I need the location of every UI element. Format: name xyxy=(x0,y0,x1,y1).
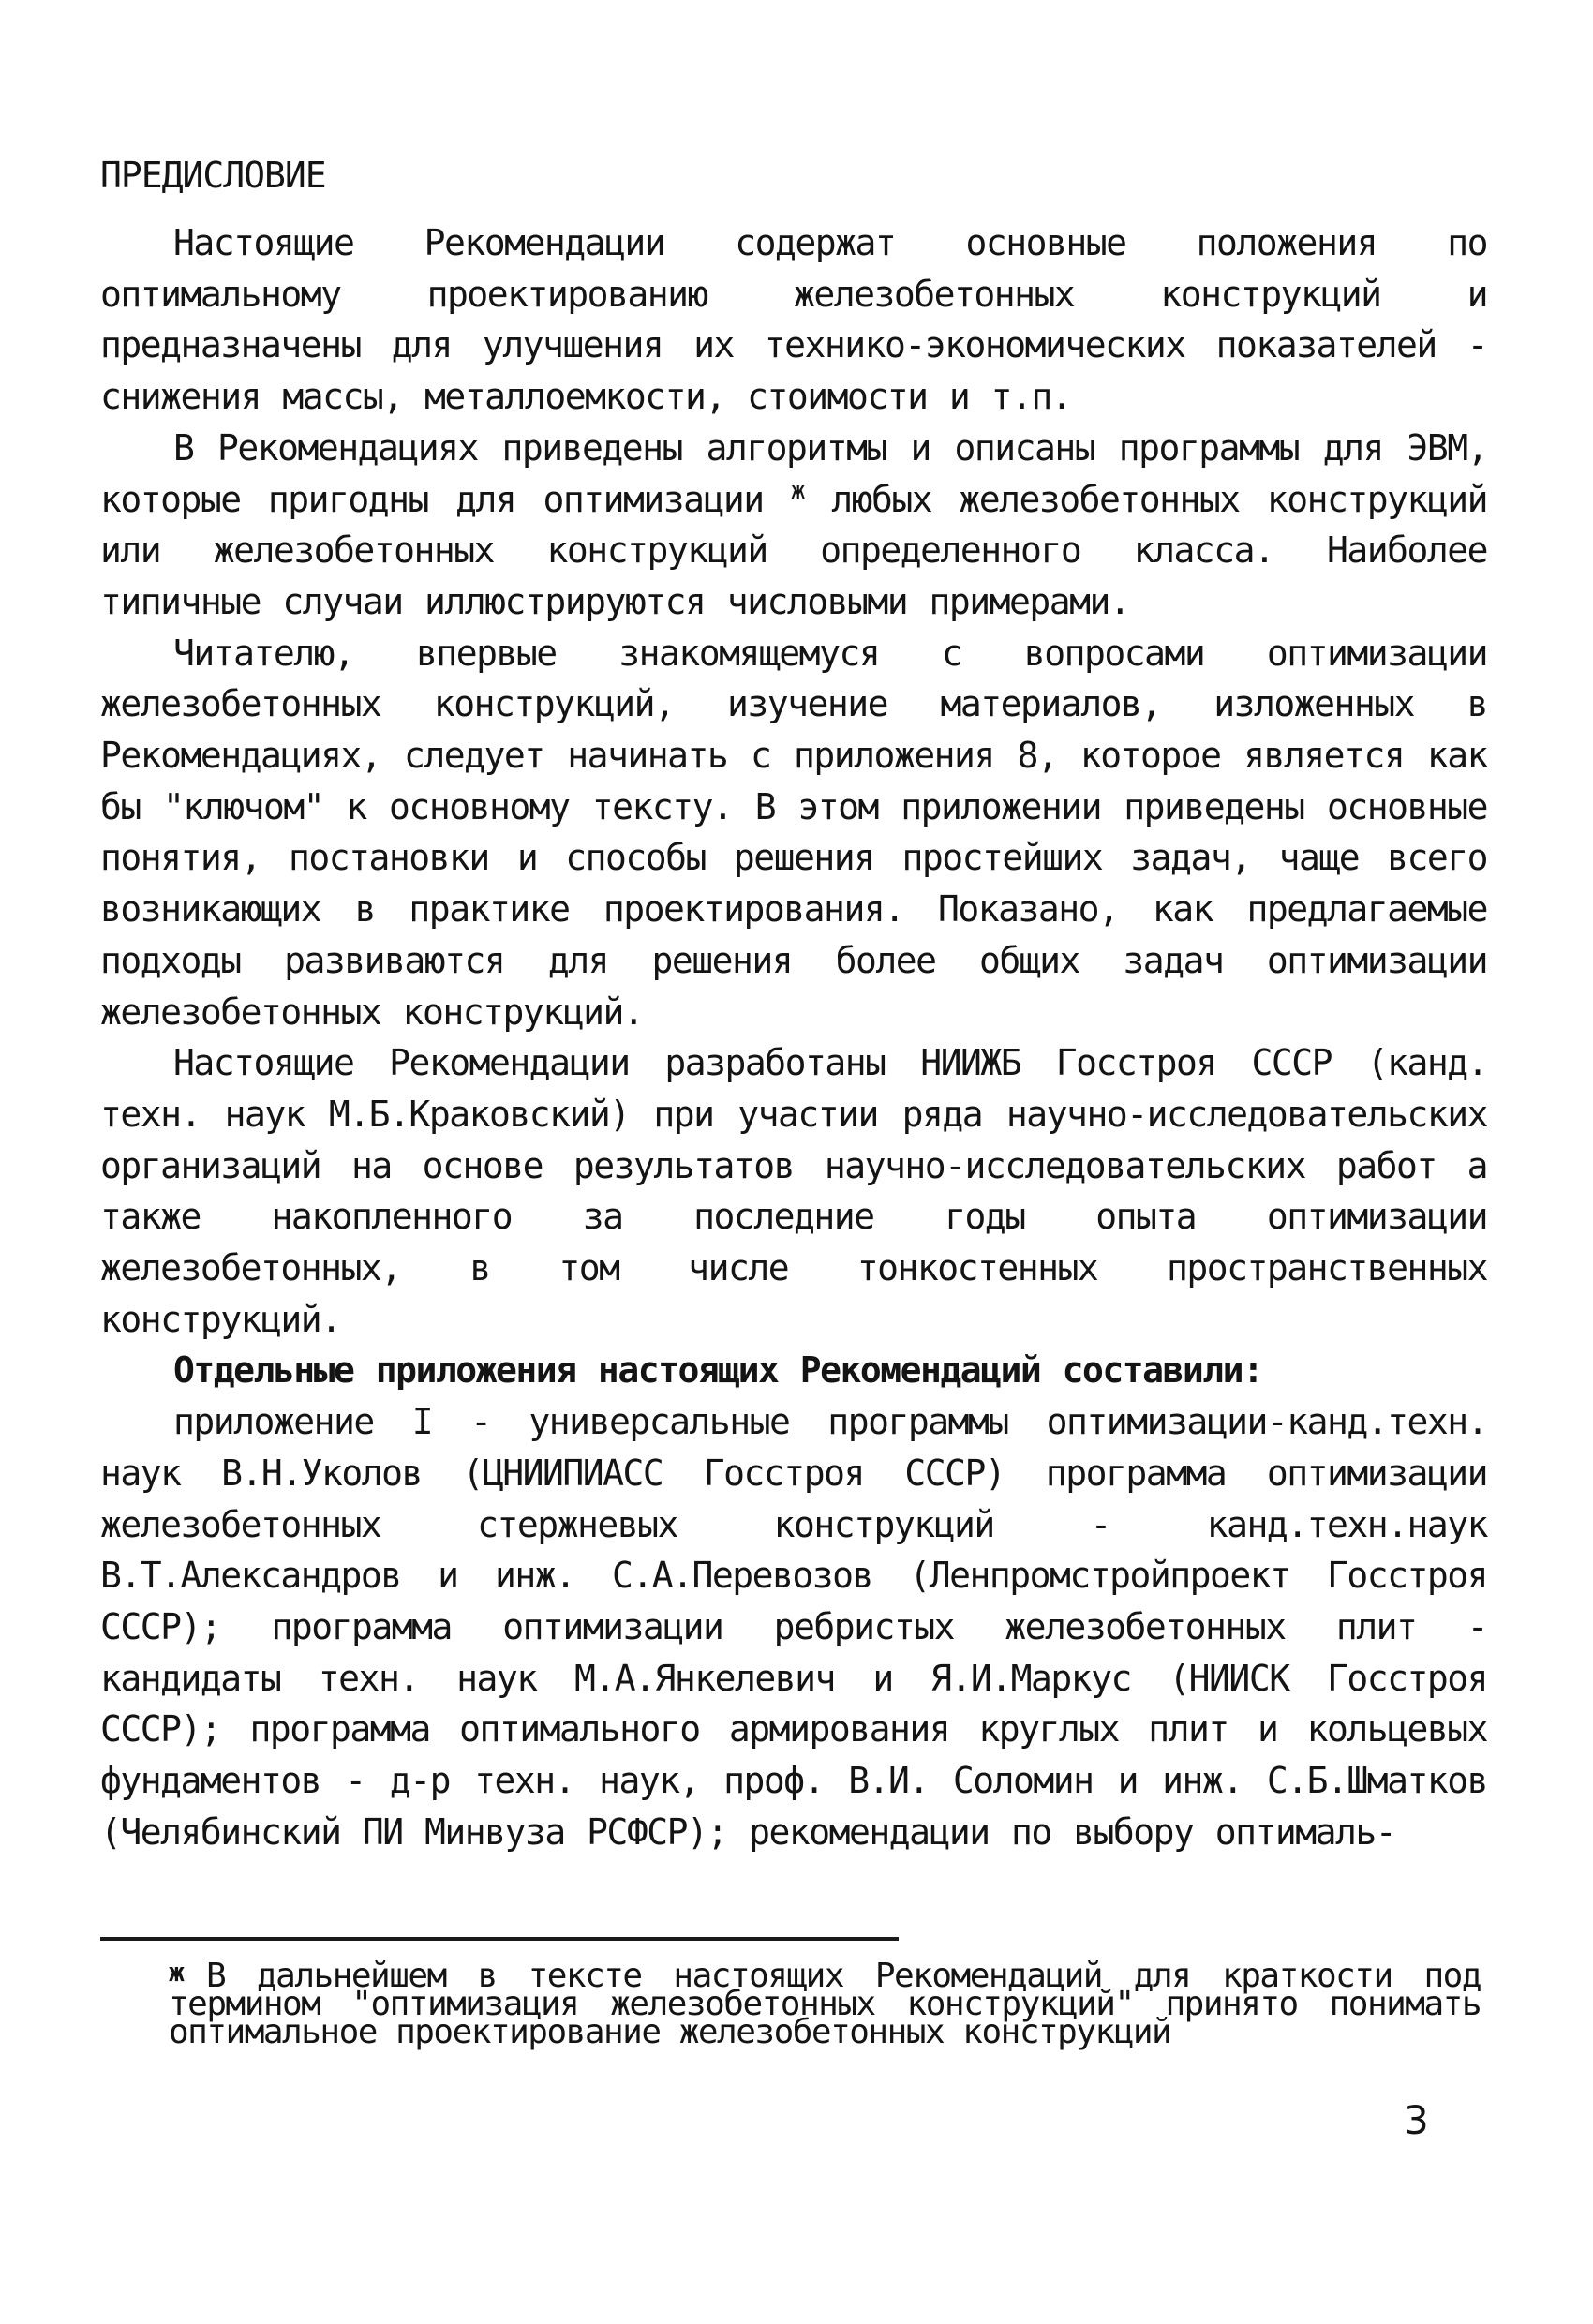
paragraph-text: Настоящие Рекомендации разработаны НИИЖБ Госстроя СССР (канд. техн. наук М.Б.Краковский) при участии ряда научно-исследовательских организаций на основе результатов научно-исследовательских работ а также накопленного за последние годы опыта оптимизации железобетонных, в том числе тонкостенных пространственных конструкций. xyxy=(100,1042,1487,1340)
page-number: 3 xyxy=(1404,2097,1429,2143)
footnote-reference: ж xyxy=(790,476,804,505)
page-heading: ПРЕДИСЛОВИЕ xyxy=(100,155,326,196)
paragraph-text: Настоящие Рекомендации содержат основные положения по оптимальному проектированию железобетонных конструкций и предназначены для улучшения их технико-экономических показателей - снижения массы, металлоемкости, стоимости и т.п. xyxy=(100,222,1487,418)
footnote-separator xyxy=(100,1937,899,1941)
paragraph xyxy=(100,1037,1487,1345)
paragraph xyxy=(100,628,1487,1038)
paragraph xyxy=(100,423,1487,628)
paragraph-text: Отдельные приложения настоящих Рекомендаций составили: xyxy=(173,1349,1263,1392)
paragraph-text: приложение I - универсальные программы оптимизации-канд.техн. наук В.Н.Уколов (ЦНИИПИАСС Госстроя СССР) программа оптимизации железобетонных стержневых конструкций - канд.техн.наук В.Т.Александров и инж. С.А.Перевозов (Ленпромстройпроект Госстроя СССР); программа оптимизации ребристых железобетонных плит - кандидаты техн. наук М.А.Янкелевич и Я.И.Маркус (НИИСК Госстроя СССР); программа оптимального армирования круглых плит и кольцевых фундаментов - д-р техн. наук, проф. В.И. Соломин и инж. С.Б.Шматков (Челябинский ПИ Минвуза РСФСР); рекомендации по выбору оптималь- xyxy=(100,1401,1487,1853)
body-text xyxy=(100,217,1487,1858)
paragraph xyxy=(100,1396,1487,1857)
paragraph-text: В Рекомендациях приведены алгоритмы и описаны программы для ЭВМ, которые пригодны для оптимизации xyxy=(100,426,1487,520)
footnote-marker: ж xyxy=(169,1957,185,1988)
paragraph xyxy=(100,1345,1487,1396)
footnote-text: В дальнейшем в тексте настоящих Рекомендаций для краткости под термином "оптимизация железобетонных конструкций" принято понимать оптимальное проектирование железобетонных конструкций xyxy=(169,1957,1481,2051)
paragraph-text: Читателю, впервые знакомящемуся с вопросами оптимизации железобетонных конструкций, изучение материалов, изложенных в Рекомендациях, следует начинать с приложения 8, которое является как бы "ключом" к основному тексту. В этом приложении приведены основные понятия, постановки и способы решения простейших задач, чаще всего возникающих в практике проектирования. Показано, как предлагаемые подходы развиваются для решения более общих задач оптимизации железобетонных конструкций. xyxy=(100,632,1487,1033)
paragraph xyxy=(100,217,1487,423)
paragraph-text: любых железобетонных конструкций или железобетонных конструкций определенного класса. Наиболее типичные случаи иллюстрируются числовыми примерами. xyxy=(100,478,1487,622)
footnote xyxy=(169,1957,1481,2051)
